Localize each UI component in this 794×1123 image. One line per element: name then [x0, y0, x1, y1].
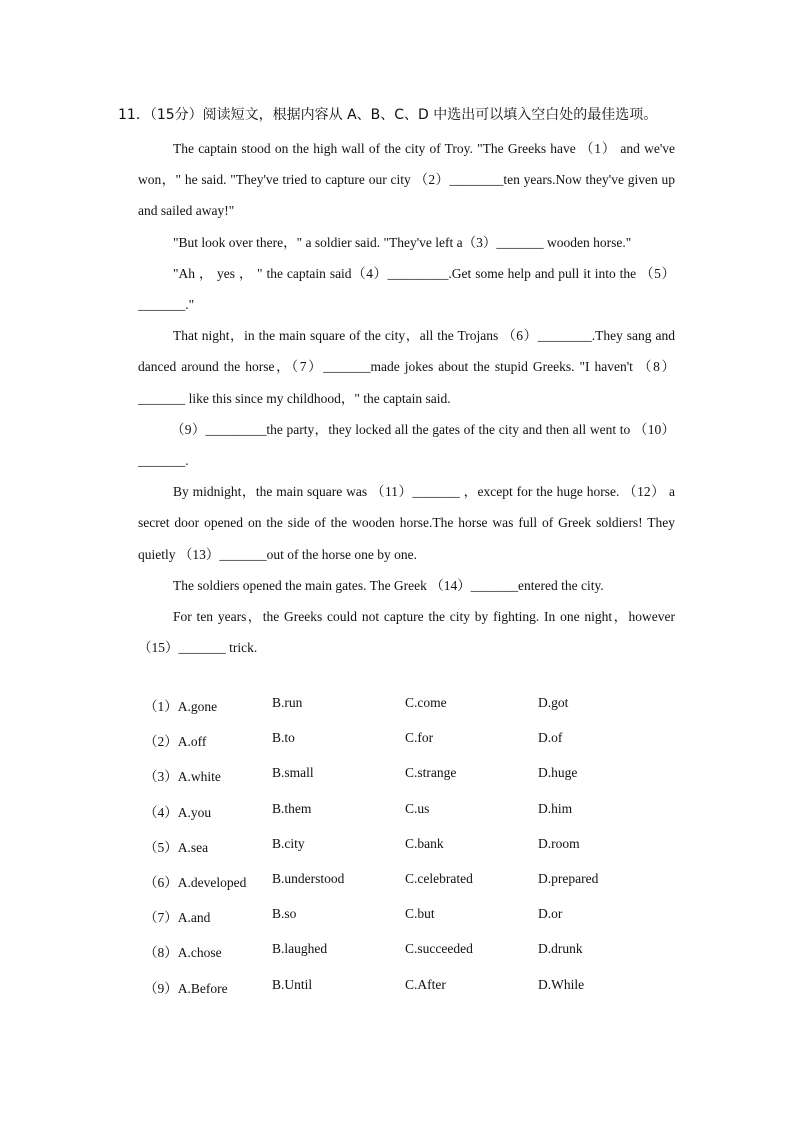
- option-c[interactable]: C.come: [405, 695, 447, 710]
- option-a[interactable]: （6）A.developed: [144, 874, 247, 890]
- option-c[interactable]: C.bank: [405, 835, 444, 851]
- option-row-3: [144, 765, 664, 800]
- question-header: 11．（15分）阅读短文，根据内容从 A、B、C、D 中选出可以填入空白处的最佳选项。: [118, 107, 658, 123]
- option-a[interactable]: （2）A.off: [144, 734, 207, 750]
- option-b[interactable]: B.Until: [272, 976, 313, 992]
- option-d[interactable]: D.prepared: [538, 870, 599, 886]
- option-b[interactable]: B.run: [272, 695, 303, 710]
- option-row-1: [144, 695, 664, 730]
- passage-paragraph-2: "But look over there，" a soldier said. "They've left a（3）_______ wooden horse.": [173, 234, 632, 250]
- option-d[interactable]: D.got: [538, 695, 569, 710]
- option-a[interactable]: （4）A.you: [144, 804, 212, 820]
- option-d[interactable]: D.room: [538, 835, 580, 851]
- option-row-7: [144, 906, 664, 941]
- option-row-8: [144, 941, 664, 976]
- passage-paragraph-4: That night，in the main square of the city，all the Trojans （6）________.They sang and danced around the horse，（7）_______made jokes about the stupid Greeks. "I haven't （8）_______ like this since my childhood，" the captain said.: [138, 328, 675, 406]
- option-b[interactable]: B.city: [272, 835, 305, 851]
- option-c[interactable]: C.celebrated: [405, 870, 473, 886]
- passage-paragraph-1: The captain stood on the high wall of the city of Troy. "The Greeks have （1） and we've won，" he said. "They've tried to capture our city （2）________ten years.Now they've given up and sailed away!": [138, 141, 675, 219]
- option-b[interactable]: B.understood: [272, 870, 345, 886]
- option-d[interactable]: D.huge: [538, 765, 578, 781]
- option-d[interactable]: D.or: [538, 906, 563, 922]
- option-b[interactable]: B.laughed: [272, 941, 328, 957]
- option-a[interactable]: （8）A.chose: [144, 945, 222, 961]
- option-c[interactable]: C.succeeded: [405, 941, 473, 957]
- option-a[interactable]: （5）A.sea: [144, 839, 209, 855]
- option-b[interactable]: B.so: [272, 906, 297, 922]
- option-b[interactable]: B.small: [272, 765, 314, 781]
- option-row-4: [144, 801, 664, 836]
- option-row-2: [144, 730, 664, 765]
- option-c[interactable]: C.strange: [405, 765, 457, 781]
- option-d[interactable]: D.of: [538, 730, 563, 746]
- option-c[interactable]: C.After: [405, 976, 446, 992]
- passage-paragraph-7: The soldiers opened the main gates. The Greek （14）_______entered the city.: [173, 577, 604, 593]
- passage-paragraph-6: By midnight，the main square was （11）_______ ，except for the huge horse. （12） a secret door opened on the side of the wooden horse.The horse was full of Greek soldiers! They quietly （13）_______out of the horse one by one.: [138, 484, 675, 562]
- option-row-6: [144, 871, 664, 906]
- option-d[interactable]: D.drunk: [538, 941, 583, 957]
- reading-passage: [138, 133, 675, 663]
- option-a[interactable]: （3）A.white: [144, 769, 221, 785]
- option-c[interactable]: C.but: [405, 906, 435, 922]
- option-c[interactable]: C.us: [405, 800, 430, 816]
- option-b[interactable]: B.them: [272, 800, 312, 816]
- option-d[interactable]: D.While: [538, 976, 585, 992]
- option-row-9: [144, 977, 664, 1012]
- passage-paragraph-5: （9）_________the party，they locked all the gates of the city and then all went to （10）_______.: [138, 421, 675, 469]
- option-b[interactable]: B.to: [272, 730, 295, 746]
- answer-options: [144, 695, 664, 1012]
- passage-paragraph-3: "Ah ， yes ， " the captain said（4）_________.Get some help and pull it into the （5）_______.": [138, 265, 675, 313]
- option-a[interactable]: （1）A.gone: [144, 699, 218, 714]
- option-c[interactable]: C.for: [405, 730, 434, 746]
- option-d[interactable]: D.him: [538, 800, 573, 816]
- option-a[interactable]: （9）A.Before: [144, 980, 228, 996]
- option-row-5: [144, 836, 664, 871]
- option-a[interactable]: （7）A.and: [144, 910, 211, 926]
- passage-paragraph-8: For ten years，the Greeks could not capture the city by fighting. In one night，however （15）_______ trick.: [138, 609, 675, 656]
